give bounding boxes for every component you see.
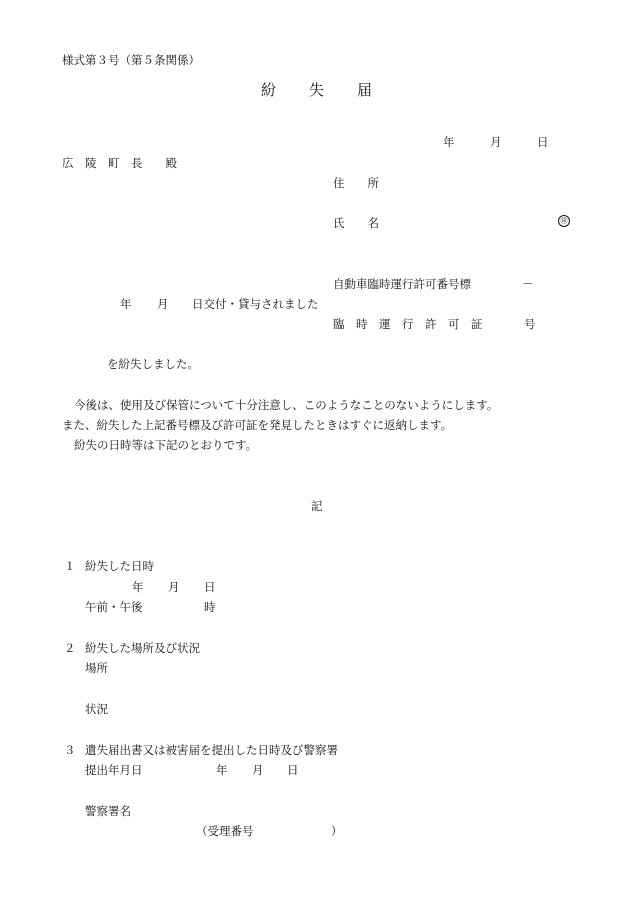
pledge-line-1: 今後は、使用及び保管について十分注意し、このようなことのないようにします。 xyxy=(74,398,499,412)
item-2-number: ２ xyxy=(64,641,76,655)
addressee: 広 陵 町 長 殿 xyxy=(62,156,177,170)
lost-statement: を紛失しました。 xyxy=(107,357,199,371)
item-1-year: 年 xyxy=(132,580,144,594)
item-3-year: 年 xyxy=(216,763,228,777)
item-3-month: 月 xyxy=(252,763,264,777)
item-1-hour: 時 xyxy=(204,600,216,614)
item-2-situation: 状況 xyxy=(85,702,108,716)
plate-label: 自動車臨時運行許可番号標 xyxy=(333,277,471,291)
item-1-ampm: 午前・午後 xyxy=(85,600,143,614)
issued-suffix: 日交付・貸与されました xyxy=(192,297,319,311)
permit-number-suffix: 号 xyxy=(524,317,536,331)
item-3-number: ３ xyxy=(64,743,76,757)
pledge-line-2: また、紛失した上記番号標及び許可証を発見したときはすぐに返納します。 xyxy=(62,418,453,432)
pledge-line-3: 紛失の日時等は下記のとおりです。 xyxy=(74,438,258,452)
item-1-heading: 紛失した日時 xyxy=(85,559,154,573)
plate-dash: － xyxy=(522,277,534,291)
seal-mark: ㊞ xyxy=(558,215,570,227)
item-1-day: 日 xyxy=(204,580,216,594)
date-day: 日 xyxy=(537,135,549,149)
item-2-place: 場所 xyxy=(85,661,108,675)
date-year: 年 xyxy=(443,135,455,149)
item-3-heading: 遺失届出書又は被害届を提出した日時及び警察署 xyxy=(85,743,338,757)
form-number: 様式第３号（第５条関係） xyxy=(62,53,200,67)
permit-label: 臨 時 運 行 許 可 証 xyxy=(333,317,483,331)
date-month: 月 xyxy=(490,135,502,149)
item-3-filed-label: 提出年月日 xyxy=(85,763,143,777)
issued-year: 年 xyxy=(120,297,132,311)
name-label: 氏 名 xyxy=(333,216,379,230)
title-char-2: 失 xyxy=(309,81,325,99)
item-1-month: 月 xyxy=(168,580,180,594)
issued-month: 月 xyxy=(157,297,169,311)
item-3-day: 日 xyxy=(287,763,299,777)
item-2-heading: 紛失した場所及び状況 xyxy=(85,641,200,655)
ki-heading: 記 xyxy=(311,499,323,513)
item-3-receipt-open: （受理番号 xyxy=(196,824,254,838)
title-char-3: 届 xyxy=(357,81,373,99)
item-1-number: １ xyxy=(64,559,76,573)
item-3-receipt-close: ） xyxy=(331,824,343,838)
item-3-station-label: 警察署名 xyxy=(85,804,131,818)
title-char-1: 紛 xyxy=(261,81,277,99)
address-label: 住 所 xyxy=(333,176,379,190)
